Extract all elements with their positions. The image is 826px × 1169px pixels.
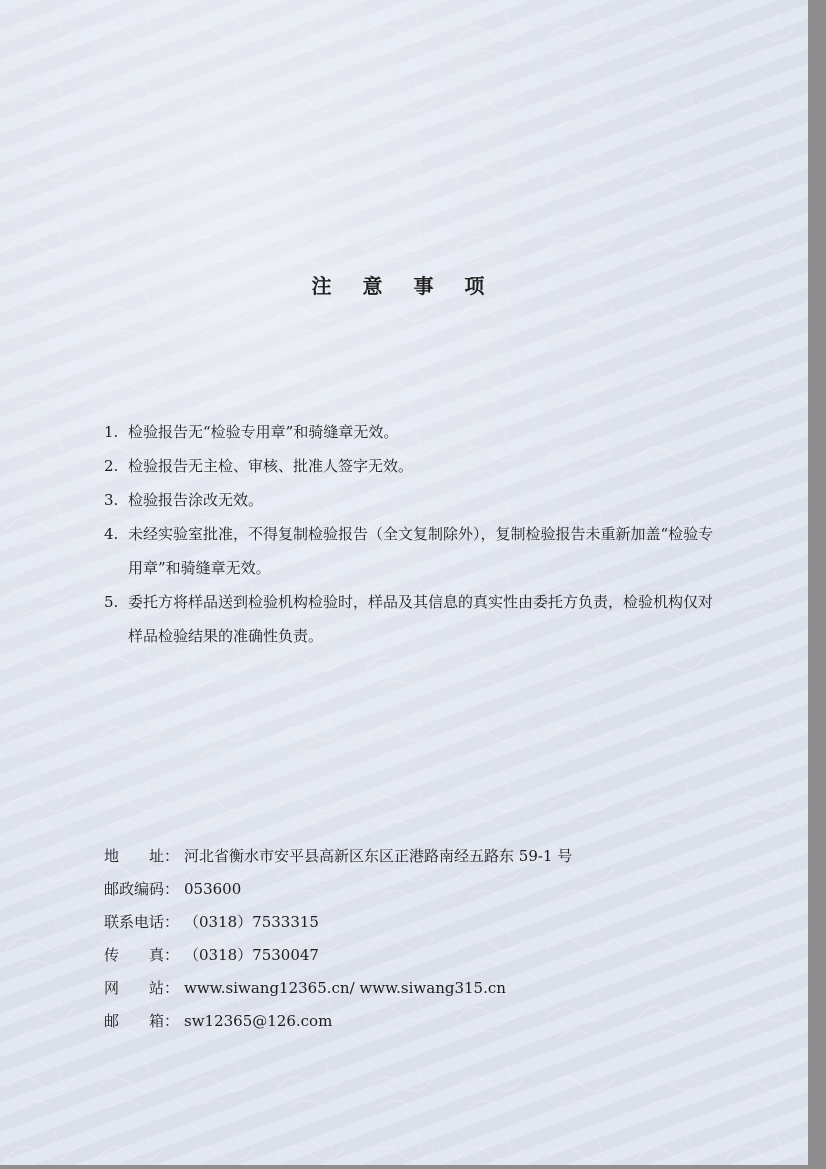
notes-list — [104, 415, 724, 653]
note-text: 检验报告无主检、审核、批准人签字无效。 — [128, 457, 414, 475]
note-number: 2. — [104, 457, 119, 475]
note-text: 检验报告涂改无效。 — [128, 491, 264, 509]
phone-row — [104, 908, 572, 941]
phone-value: （0318）7533315 — [184, 913, 319, 931]
website-row — [104, 974, 572, 1007]
fax-label: 传 真： — [104, 946, 180, 964]
note-text: 委托方将样品送到检验机构检验时，样品及其信息的真实性由委托方负责，检验机构仅对样品检验结果的准确性负责。 — [128, 593, 714, 645]
website-value: www.siwang12365.cn/ www.siwang315.cn — [184, 979, 506, 997]
address-label: 地 址： — [104, 847, 180, 865]
fax-value: （0318）7530047 — [184, 946, 319, 964]
address-row — [104, 842, 572, 875]
contact-info — [104, 842, 572, 1040]
note-number: 1. — [104, 423, 119, 441]
postcode-label: 邮政编码： — [104, 880, 180, 898]
email-row — [104, 1007, 572, 1040]
fax-row — [104, 941, 572, 974]
note-number: 4. — [104, 525, 119, 543]
note-text: 检验报告无“检验专用章”和骑缝章无效。 — [128, 423, 399, 441]
website-label: 网 站： — [104, 979, 180, 997]
note-item — [104, 483, 724, 517]
note-item — [104, 415, 724, 449]
note-number: 5. — [104, 593, 119, 611]
note-item — [104, 517, 724, 585]
note-item — [104, 449, 724, 483]
note-item — [104, 585, 724, 653]
page-title: 注 意 事 项 — [311, 274, 497, 298]
address-value: 河北省衡水市安平县高新区东区正港路南经五路东 59-1 号 — [184, 847, 573, 865]
note-number: 3. — [104, 491, 119, 509]
phone-label: 联系电话： — [104, 913, 180, 931]
postcode-row — [104, 875, 572, 908]
email-label: 邮 箱： — [104, 1012, 180, 1030]
postcode-value: 053600 — [184, 880, 242, 898]
email-value: sw12365@126.com — [184, 1012, 333, 1030]
note-text: 未经实验室批准，不得复制检验报告（全文复制除外），复制检验报告未重新加盖“检验专用章”和骑缝章无效。 — [128, 525, 714, 577]
